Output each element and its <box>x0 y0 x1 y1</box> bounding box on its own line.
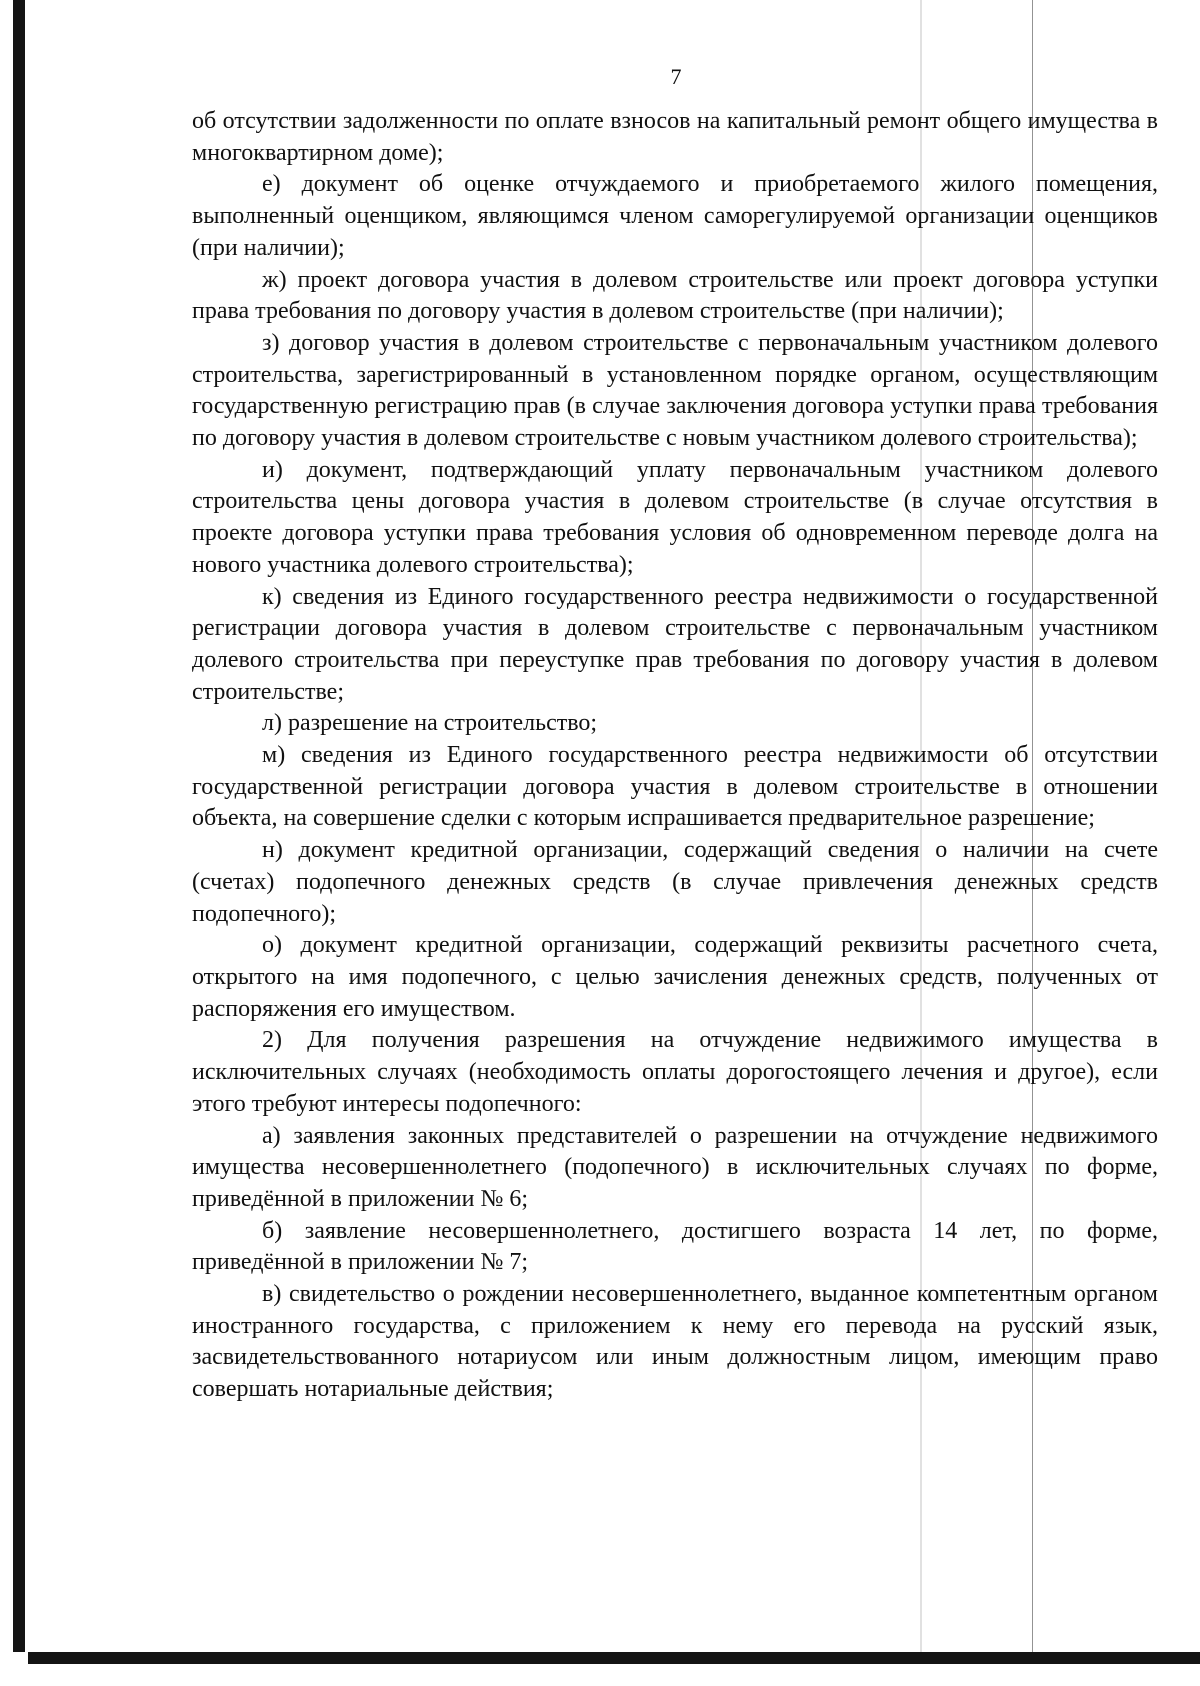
paragraph: к) сведения из Единого государственного реестра недвижимости о государственной регистрации договора участия в долевом строительстве с первоначальным участником долевого строительства при переуступке прав требования по договору участия в долевом строительстве; <box>192 583 1158 705</box>
paragraph: 2) Для получения разрешения на отчуждение недвижимого имущества в исключительных случаях (необходимость оплаты дорогостоящего лечения и другое), если этого требуют интересы подопечного: <box>192 1027 1158 1117</box>
paragraph: л) разрешение на строительство; <box>262 710 598 737</box>
paragraph: и) документ, подтверждающий уплату первоначальным участником долевого строительства цены договора участия в долевом строительстве (в случае отсутствия в проекте договора уступки права требования условия об одновременном переводе долга на нового участника долевого строительства); <box>192 456 1158 578</box>
paragraph: ж) проект договора участия в долевом строительстве или проект договора уступки права требования по договору участия в долевом строительстве (при наличии); <box>192 266 1158 325</box>
paragraph: б) заявление несовершеннолетнего, достигшего возраста 14 лет, по форме, приведённой в приложении № 7; <box>192 1217 1158 1276</box>
paragraph: об отсутствии задолженности по оплате взносов на капитальный ремонт общего имущества в многоквартирном доме); <box>192 108 1158 166</box>
paragraph: м) сведения из Единого государственного реестра недвижимости об отсутствии государственной регистрации договора участия в долевом строительстве в отношении объекта, на совершение сделки с которым испрашивается предварительное разрешение; <box>192 742 1158 832</box>
document-body <box>192 106 1158 1406</box>
paragraph: в) свидетельство о рождении несовершеннолетнего, выданное компетентным органом иностранного государства, с приложением к нему его перевода на русский язык, засвидетельствованного нотариусом или иным должностным лицом, имеющим право совершать нотариальные действия; <box>192 1281 1158 1403</box>
paragraph: а) заявления законных представителей о разрешении на отчуждение недвижимого имущества несовершеннолетнего (подопечного) в исключительных случаях по форме, приведённой в приложении № 6; <box>192 1122 1158 1212</box>
page-number: 7 <box>670 64 682 89</box>
paragraph: о) документ кредитной организации, содержащий реквизиты расчетного счета, открытого на имя подопечного, с целью зачисления денежных средств, полученных от распоряжения его имуществом. <box>192 932 1158 1022</box>
paragraph: з) договор участия в долевом строительстве с первоначальным участником долевого строительства, зарегистрированный в установленном порядке органом, осуществляющим государственную регистрацию прав (в случае заключения договора уступки права требования по договору участия в долевом строительстве с новым участником долевого строительства); <box>192 329 1158 452</box>
paragraph: е) документ об оценке отчуждаемого и приобретаемого жилого помещения, выполненный оценщиком, являющимся членом саморегулируемой организации оценщиков (при наличии); <box>192 171 1158 261</box>
scan-edge-left <box>13 0 25 1652</box>
scan-edge-bottom <box>28 1652 1200 1664</box>
paragraph: н) документ кредитной организации, содержащий сведения о наличии на счете (счетах) подопечного денежных средств (в случае привлечения денежных средств подопечного); <box>192 837 1158 927</box>
